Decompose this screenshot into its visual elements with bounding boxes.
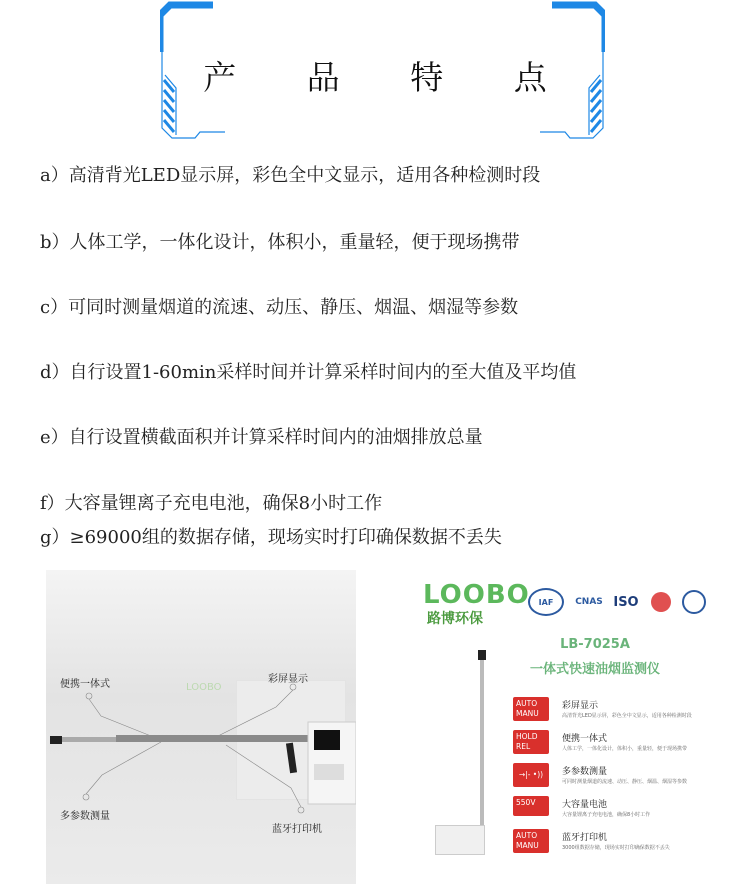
feature-badge: 550V [513, 796, 549, 816]
product-name: 一体式快速油烟监测仪 [529, 662, 660, 677]
feature-title: 便携一体式 [562, 734, 608, 744]
feature-desc: 人体工学，一体化设计，体积小，重量轻，便于现场携带 [562, 746, 688, 752]
feature-title: 大容量电池 [562, 800, 608, 810]
callout-color-screen: 彩屏显示 [268, 674, 308, 685]
feature-f: f）大容量锂离子充电电池，确保8小时工作 [40, 493, 383, 514]
probe-rod [480, 650, 484, 830]
feature-badge: AUTO MANU [513, 697, 549, 721]
page-title: 产 品 特 点 [203, 58, 577, 97]
brand-logo: LOOBO [423, 580, 530, 610]
watermark-brand: LOOBO [186, 682, 222, 693]
feature-title: 蓝牙打印机 [562, 833, 608, 843]
feature-desc: 3000组数据存储，现场实时打印确保数据不丢失 [562, 845, 670, 851]
feature-title: 多参数测量 [562, 767, 608, 777]
brand-logo-cn: 路博环保 [427, 611, 483, 627]
feature-badge: →|- •)) [513, 763, 549, 787]
feature-badge: HOLD REL [513, 730, 549, 754]
probe-illustration [46, 570, 356, 884]
product-photo-left [46, 570, 356, 884]
feature-desc: 可同时测量烟道的流速、动压、静压、烟温、烟湿等参数 [562, 779, 688, 785]
feature-desc: 高清背光LED显示屏，彩色全中文显示，适用各种检测时段 [562, 713, 692, 719]
feature-g: g）≥69000组的数据存储，现场实时打印确保数据不丢失 [40, 527, 502, 548]
probe-tip [478, 650, 486, 660]
feature-title: 彩屏显示 [562, 701, 599, 711]
cert-iso: ISO [613, 594, 639, 610]
feature-d: d）自行设置1-60min采样时间并计算采样时间内的至大值及平均值 [40, 362, 577, 383]
feature-desc: 大容量锂离子充电电池，确保8小时工作 [562, 812, 651, 818]
feature-c: c）可同时测量烟道的流速、动压、静压、烟温、烟湿等参数 [40, 297, 519, 318]
cert-cnas: CNAS [575, 597, 603, 607]
feature-a: a）高清背光LED显示屏，彩色全中文显示，适用各种检测时段 [40, 165, 541, 186]
cert-iaf: IAF [528, 588, 564, 616]
callout-portable: 便携一体式 [60, 679, 110, 690]
feature-badge: AUTO MANU [513, 829, 549, 853]
feature-b: b）人体工学，一体化设计，体积小，重量轻，便于现场携带 [40, 232, 520, 253]
cert-emblem-icon [682, 590, 706, 614]
callout-multi-param: 多参数测量 [60, 811, 110, 822]
product-photo-right [405, 570, 725, 886]
callout-bluetooth-printer: 蓝牙打印机 [272, 824, 322, 835]
device-body [435, 825, 485, 855]
model-number: LB-7025A [560, 637, 630, 652]
cert-seal-icon [651, 592, 671, 612]
feature-e: e）自行设置横截面积并计算采样时间内的油烟排放总量 [40, 427, 483, 448]
